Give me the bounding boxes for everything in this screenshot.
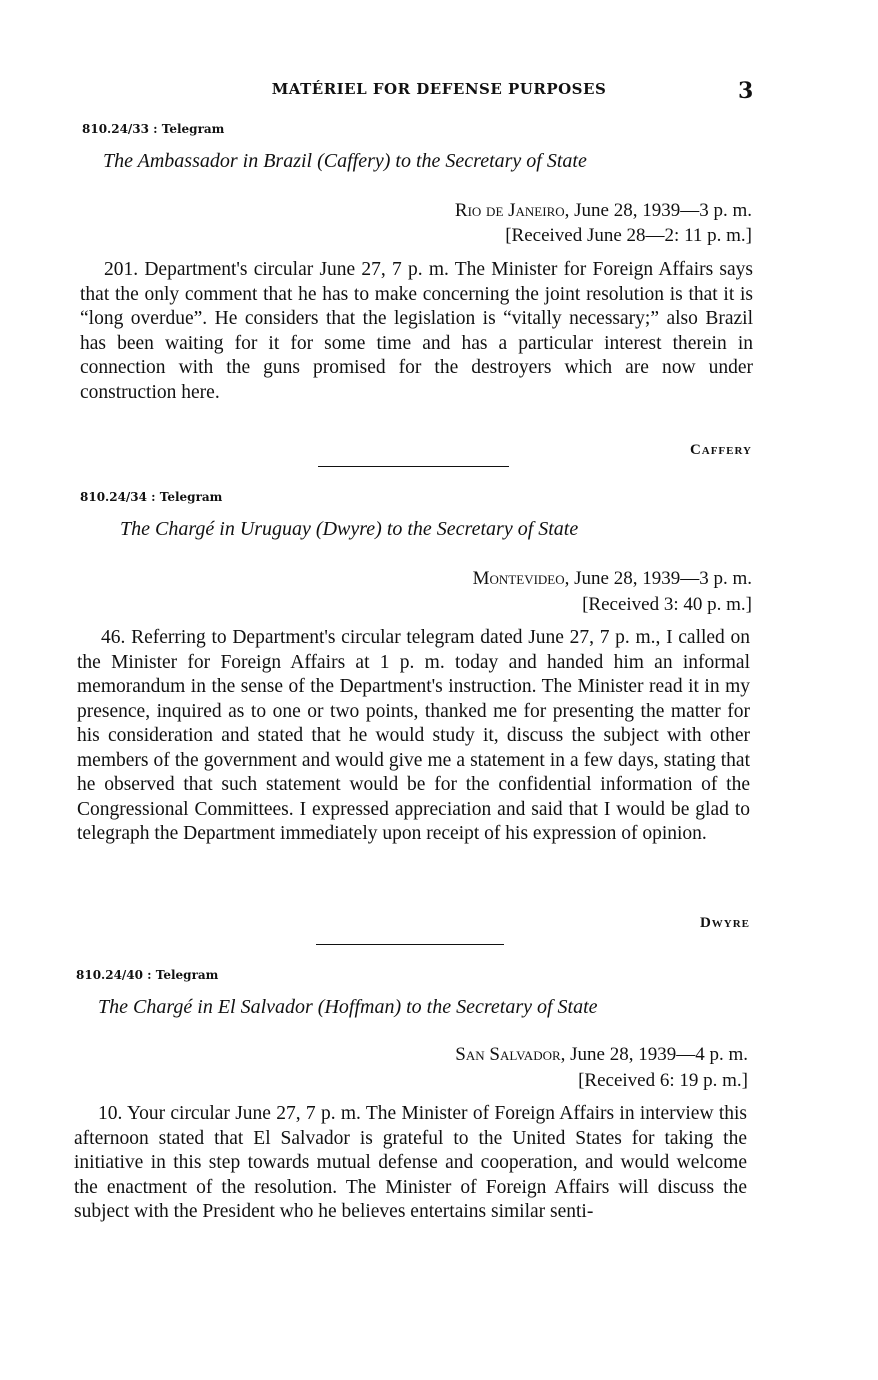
date-sent-2: June 28, 1939—3 p. m. (574, 568, 752, 589)
body-paragraph-1: 201. Department's circular June 27, 7 p. m. The Minister for Foreign Affairs says that the only comment that he has to make concerning the joint resolution is that it is “long overdue”. He considers that the legislation is “vitally necessary;” also Brazil has been waiting for it for some time and has a particular interest therein in connection with the guns promised for the destroyers which are now under construction here. (80, 259, 753, 403)
signature-1: Caffery (689, 442, 752, 458)
doc-id-1: 810.24/33 : Telegram (82, 122, 225, 136)
doc-title-2: The Chargé in Uruguay (Dwyre) to the Secretary of State (120, 518, 579, 540)
running-head: MATÉRIEL FOR DEFENSE PURPOSES (271, 80, 607, 98)
received-2: [Received 3: 40 p. m.] (582, 594, 752, 615)
place-3: San Salvador, (455, 1044, 566, 1065)
divider-rule-1 (318, 466, 509, 467)
place-date-1 (192, 200, 752, 222)
place-date-3 (188, 1044, 748, 1066)
divider-rule-2 (316, 944, 504, 945)
body-1 (80, 258, 753, 405)
doc-title-3: The Chargé in El Salvador (Hoffman) to the Secretary of State (98, 996, 598, 1018)
body-3 (74, 1102, 747, 1225)
received-1: [Received June 28—2: 11 p. m.] (505, 225, 752, 246)
page-number: 3 (738, 78, 754, 104)
received-3: [Received 6: 19 p. m.] (578, 1070, 748, 1091)
doc-title-1: The Ambassador in Brazil (Caffery) to the Secretary of State (103, 150, 587, 172)
date-sent-1: June 28, 1939—3 p. m. (574, 200, 752, 221)
date-sent-3: June 28, 1939—4 p. m. (570, 1044, 748, 1065)
body-paragraph-2: 46. Referring to Department's circular telegram dated June 27, 7 p. m., I called on the Minister for Foreign Affairs at 1 p. m. today and handed him an informal memorandum in the sense of the Department's instruction. The Minister read it in my presence, inquired as to one or two points, thanked me for presenting the matter for his consideration and stated that he would study it, discuss the subject with other members of the government and would give me a statement in a few days, stating that he observed that such statement would be for the confidential information of the Congressional Committees. I expressed appreciation and said that I would be glad to telegraph the Department immediately upon receipt of his expression of opinion. (77, 627, 750, 844)
body-paragraph-3: 10. Your circular June 27, 7 p. m. The Minister of Foreign Affairs in interview this afternoon stated that El Salvador is grateful to the United States for taking the initiative in this step towards mutual defense and cooperation, and would welcome the enactment of the resolution. The Minister of Foreign Affairs will discuss the subject with the President who he believes entertains similar senti- (74, 1103, 747, 1222)
body-2 (77, 626, 750, 847)
place-1: Rio de Janeiro, (454, 200, 570, 221)
signature-2: Dwyre (699, 915, 750, 931)
place-date-2 (192, 568, 752, 590)
doc-id-2: 810.24/34 : Telegram (80, 490, 223, 504)
doc-id-3: 810.24/40 : Telegram (76, 968, 219, 982)
place-2: Montevideo, (472, 568, 570, 589)
